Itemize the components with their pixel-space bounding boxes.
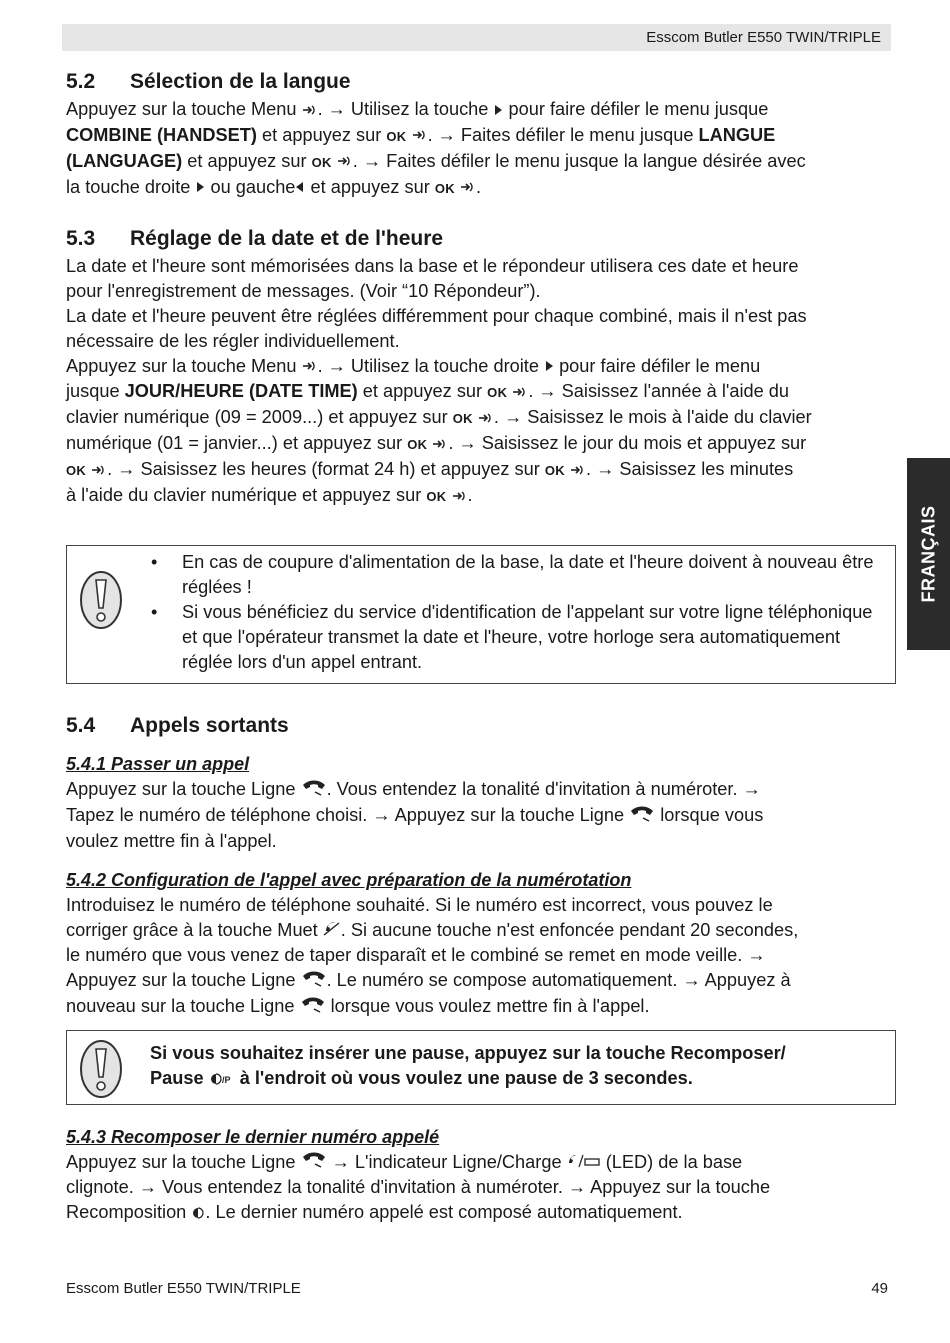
menu-ok-icon xyxy=(460,175,476,200)
note-box-pause xyxy=(66,1030,896,1105)
right-arrow-icon xyxy=(544,354,554,379)
svg-text:/P: /P xyxy=(221,1074,231,1085)
menu-ok-icon xyxy=(302,354,318,379)
menu-ok-icon xyxy=(432,432,448,457)
menu-ok-icon xyxy=(337,149,353,174)
menu-ok-icon xyxy=(452,484,468,509)
language-tab xyxy=(907,458,950,650)
paragraph-5-2: Appuyez sur la touche Menu . → Utilisez la touche pour faire défiler le menu jusque COMBINE (HANDSET) et appuyez sur OK . → Faites défiler le menu jusque LANGUE (LANGUAGE) et appuyez sur OK . → Faites défiler le menu jusque la langue désirée avec la touche droite ou gauche et appuyez sur OK . xyxy=(66,97,886,201)
line-key-icon xyxy=(301,778,327,803)
warning-icon xyxy=(79,570,123,630)
menu-ok-icon xyxy=(478,406,494,431)
note-item: • En cas de coupure d'alimentation de la base, la date et l'heure doivent à nouveau être réglées ! xyxy=(151,550,885,600)
menu-ok-icon xyxy=(302,98,318,123)
line-key-icon xyxy=(301,1150,327,1175)
redial-key-icon xyxy=(191,1201,205,1226)
note-item: • Si vous bénéficiez du service d'identification de l'appelant sur votre ligne téléphonique et que l'opérateur transmet la date et l'heure, votre horloge sera automatiquement réglée lors d'un appel entrant. xyxy=(151,600,885,675)
menu-ok-icon xyxy=(570,458,586,483)
footer xyxy=(66,1280,888,1297)
subsection-title-5-4-2: 5.4.2 Configuration de l'appel avec préparation de la numérotation xyxy=(66,869,632,890)
line-key-icon xyxy=(300,995,326,1020)
paragraph-5-3: La date et l'heure sont mémorisées dans la base et le répondeur utilisera ces date et heure pour l'enregistrement de messages. (Voir “10 Répondeur”). La date et l'heure peuvent être réglées différemment pour chaque combiné, mais il n'est pas nécessaire de les régler individuellement. Appuyez sur la touche Menu . → Utilisez la touche droite pour faire défiler le menu jusque JOUR/HEURE (DATE TIME) et appuyez sur OK . → Saisissez l'année à l'aide du clavier numérique (09 = 2009...) et appuyez sur OK . → Saisissez le mois à l'aide du clavier numérique (01 = janvier...) et appuyez sur OK . → Saisissez le jour du mois et appuyez sur OK . → Saisissez les heures (format 24 h) et appuyez sur OK . → Saisissez les minutes à l'aide du clavier numérique et appuyez sur OK . xyxy=(66,254,886,510)
menu-ok-icon xyxy=(412,123,428,148)
language-tab-label: FRANÇAIS xyxy=(918,505,938,603)
page-content xyxy=(66,62,886,1226)
mute-key-icon xyxy=(323,918,341,943)
warning-icon xyxy=(79,1039,123,1099)
line-charge-led-icon xyxy=(567,1150,601,1175)
menu-ok-icon xyxy=(512,380,528,405)
pause-note-text: Si vous souhaitez insérer une pause, appuyez sur la touche Recomposer/ Pause /P à l'endroit où vous voulez une pause de 3 secondes. xyxy=(67,1041,885,1092)
line-key-icon xyxy=(629,804,655,829)
left-arrow-icon xyxy=(295,175,305,200)
right-arrow-icon xyxy=(493,98,503,123)
section-title-5-3: 5.3 Réglage de la date et de l'heure xyxy=(66,226,444,250)
header-bar xyxy=(62,24,891,51)
paragraph-5-4-2: Introduisez le numéro de téléphone souhaité. Si le numéro est incorrect, vous pouvez le corriger grâce à la touche Muet . Si aucune touche n'est enfoncée pendant 20 secondes, le numéro que vous venez de taper disparaît et le combiné se remet en mode veille. → Appuyez sur la touche Ligne . Le numéro se compose automatiquement. → Appuyez à nouveau sur la touche Ligne lorsque vous voulez mettre fin à l'appel. xyxy=(66,893,886,1020)
section-title-5-4: 5.4 Appels sortants xyxy=(66,714,289,738)
right-arrow-icon xyxy=(195,175,205,200)
header-title: Esscom Butler E550 TWIN/TRIPLE xyxy=(646,29,881,46)
menu-ok-icon xyxy=(91,458,107,483)
note-box-date-time xyxy=(66,545,896,684)
page-number: 49 xyxy=(871,1280,888,1297)
subsection-title-5-4-1: 5.4.1 Passer un appel xyxy=(66,754,250,775)
section-title-5-2: 5.2 Sélection de la langue xyxy=(66,70,351,93)
paragraph-5-4-1: Appuyez sur la touche Ligne . Vous entendez la tonalité d'invitation à numéroter. → Tapez le numéro de téléphone choisi. → Appuyez sur la touche Ligne lorsque vous voulez mettre fin à l'appel. xyxy=(66,779,764,851)
subsection-title-5-4-3: 5.4.3 Recomposer le dernier numéro appelé xyxy=(66,1126,440,1147)
paragraph-5-4-3: Appuyez sur la touche Ligne → L'indicateur Ligne/Charge (LED) de la base clignote. → Vous entendez la tonalité d'invitation à numéroter. → Appuyez sur la touche Recomposition . Le dernier numéro appelé est composé automatiquement. xyxy=(66,1150,886,1226)
footer-model: Esscom Butler E550 TWIN/TRIPLE xyxy=(66,1280,301,1297)
redial-pause-key-icon xyxy=(209,1067,235,1092)
line-key-icon xyxy=(301,969,327,994)
